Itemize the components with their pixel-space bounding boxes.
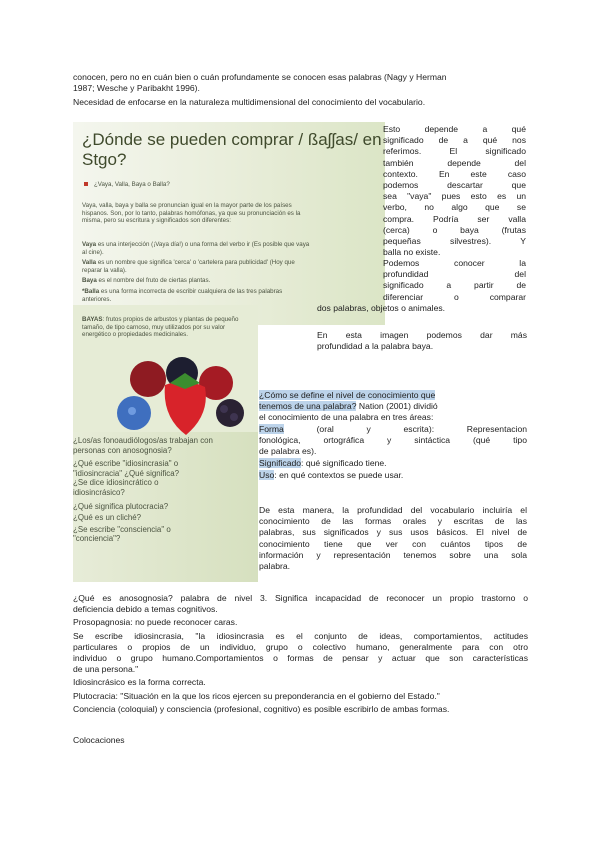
berries-image: [110, 355, 260, 435]
def-baya: Baya es el nombre del fruto de ciertas plantas.: [82, 277, 211, 285]
slide-questions: ¿Los/as fonoaudiólogos/as trabajan con personas con anosognosia? ¿Qué escribe "idiosincrasia" o "idiosincracia" ¿Qué significa? ¿Se dice idiosincrático o idiosincrásico? ¿Qué significa plutocracia? ¿Qué es un cliché? ¿Se escribe "consciencia" o "conciencia"?: [73, 436, 213, 544]
right-paragraph-4: De esta manera, la profundidad del vocabulario incluiría el conocimiento de las formas orales y escritas de las palabras, sus significados y sus usos básicos. El nivel de conocimiento tiene que ver con cuántos tipos de información y representación tenemos sobre una sola palabra.: [259, 505, 527, 572]
intro-line-1: conocen, pero no en cuán bien o cuán profundamente se conocen esas palabras (Nagy y Herman: [73, 72, 447, 82]
def-valla: Valla es un nombre que significa 'cerca' o 'cartelera para publicidad' (Hoy que: [82, 259, 295, 267]
intro-line-2: 1987; Wesche y Paribakht 1996).: [73, 83, 200, 93]
right-paragraph-3: En esta imagen podemos dar más profundidad a la palabra baya.: [317, 330, 527, 352]
slide-bullet: [84, 181, 170, 189]
bayas-definition: BAYAS: frutos propios de arbustos y plantas de pequeño tamaño, de tipo carnoso, muy utilizados por su valor energético o propiedades medicinales.: [82, 316, 239, 339]
right-paragraph-2: Podemos conocer la profundidad del significado a partir de diferenciar o comparar: [383, 258, 526, 302]
slide-paragraph: [82, 202, 382, 225]
def-balla: *Balla es una forma incorrecta de escribir cualquiera de las tres palabras: [82, 287, 283, 295]
def-vaya: Vaya es una interjección (¡Vaya día!) o una forma del verbo ir (Es posible que vaya: [82, 241, 310, 248]
highlighted-question: ¿Cómo se define el nivel de conocimiento que: [259, 390, 436, 400]
slide-para-line: misma, pero su escritura y significados son diferentes:: [82, 217, 231, 225]
intro-line-3: Necesidad de enfocarse en la naturaleza multidimensional del conocimiento del vocabulario.: [73, 97, 426, 107]
slide-para-line: Vaya, valla, baya y balla se pronuncian igual en la mayor parte de los países: [82, 202, 292, 209]
def-balla-cont: anteriores.: [82, 295, 112, 303]
forma-term: Forma: [259, 423, 284, 434]
bottom-notes: ¿Qué es anosognosia? palabra de nivel 3. Significa incapacidad de reconocer un propio trastorno o deficiencia debido a temas cognitivos. Prosopagnosia: no puede reconocer caras. Se escribe idiosincrasia, "la idiosincrasia es el conjunto de ideas, comportamientos, actitudes particulares o propios de un individuo, grupo o colectivo humano, generalmente para con otro individuo o grupo humano.Comportamientos o formas de pensar y actuar que son características de una persona." Idiosincrásico es la forma correcta. Plutocracia: "Situación en la que los ricos ejercen su preponderancia en el gobierno del Estado." Conciencia (coloquial) y consciencia (profesional, cognitivo) es posible escribirlo de ambas formas.: [73, 593, 528, 714]
slide-title-line-1: ¿Dónde se pueden comprar / ßaʃʃas/ en: [82, 130, 382, 149]
right-paragraph-1: Esto depende a qué significado de a qué nos referimos. El significado también depende del contexto. En este caso podemos descartar que sea "vaya" pues esto es un verbo, no algo que se compra. Podría ser valla (cerca) o baya (frutas pequeñas silvestres). Y balla no existe.: [383, 124, 526, 258]
bullet-icon: [84, 182, 88, 186]
colocaciones-heading: Colocaciones: [73, 735, 125, 745]
nation-paragraph: ¿Cómo se define el nivel de conocimiento que tenemos de una palabra? Nation (2001) dividió el conocimiento de una palabra en tres áreas: Forma (oral y escrita): Representacion fonológica, ortográfica y sintáctica (qué tipo de palabra es).: [259, 390, 527, 457]
slide-bullet-text: ¿Vaya, Valla, Baya o Balla?: [94, 181, 170, 188]
right-paragraph-2-end: dos palabras, objetos o animales.: [317, 303, 446, 313]
significado-line: Significado: qué significado tiene.: [259, 458, 387, 468]
slide-para-line: hispanos. Son, por lo tanto, palabras homófonas, ya que su pronunciación es la: [82, 209, 301, 217]
significado-term: Significado: [259, 458, 302, 468]
def-valla-cont: reparar la valla).: [82, 266, 127, 274]
slide-title-line-2: Stgo?: [82, 150, 127, 169]
uso-line: Uso: en qué contextos se puede usar.: [259, 470, 404, 480]
slide-definitions: [82, 241, 382, 303]
highlighted-question-cont: tenemos de una palabra?: [259, 401, 357, 412]
uso-term: Uso: [259, 470, 275, 480]
def-vaya-cont: al cine).: [82, 248, 104, 256]
